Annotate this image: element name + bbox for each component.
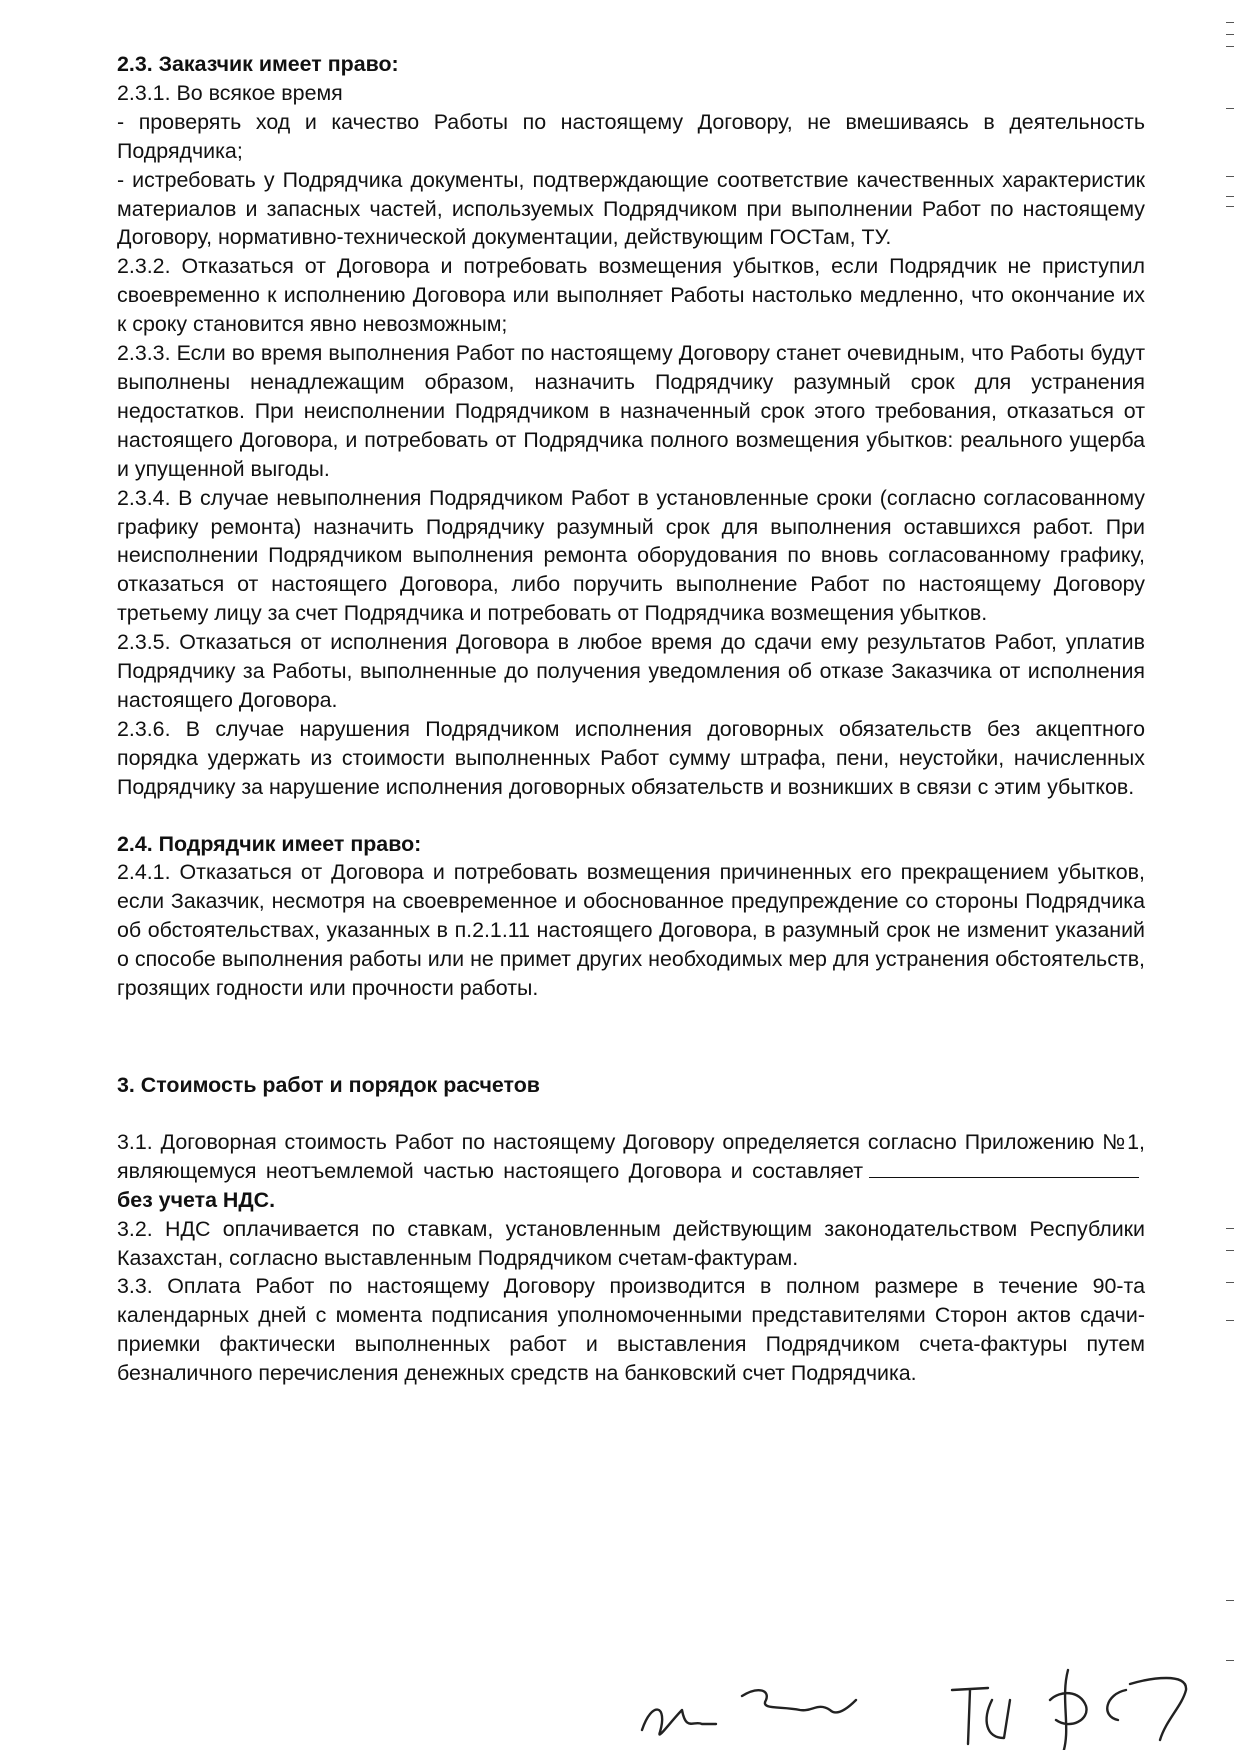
clause-3-1-text: 3.1. Договорная стоимость Работ по настоящему Договору определяется согласно Приложению №1, являющемуся неотъемлемой частью настоящего Договора и составляет (117, 1129, 1145, 1183)
clause-2-3-6: 2.3.6. В случае нарушения Подрядчиком исполнения договорных обязательств без акцептного порядка удержать из стоимости выполненных Работ сумму штрафа, пени, неустойки, начисленных Подрядчику за нарушение исполнения договорных обязательств и возникших в связи с этим убытков. (117, 716, 1145, 799)
clause-2-3-4: 2.3.4. В случае невыполнения Подрядчиком Работ в установленные сроки (согласно согласованному графику ремонта) назначить Подрядчику разумный срок для выполнения оставшихся работ. При неисполнении Подрядчиком выполнения ремонта оборудования по вновь согласованному графику, отказаться от настоящего Договора, либо поручить выполнение Работ по настоящему Договору третьему лицу за счет Подрядчика и потребовать от Подрядчика возмещения убытков. (117, 485, 1145, 626)
clause-2-3-5: 2.3.5. Отказаться от исполнения Договора в любое время до сдачи ему результатов Работ, уплатив Подрядчику за Работы, выполненные до получения уведомления об отказе Заказчика от исполнения настоящего Договора. (117, 630, 1145, 712)
price-blank-field[interactable] (869, 1159, 1139, 1178)
section-2-3-heading: 2.3. Заказчик имеет право: (117, 52, 399, 76)
clause-2-3-1-item-2: - истребовать у Подрядчика документы, подтверждающие соответствие качественных характеристик материалов и запасных частей, используемых Подрядчиком при выполнении Работ по настоящему Договору, нормативно-технической документации, действующим ГОСТам, ТУ. (117, 167, 1145, 250)
clause-3-2: 3.2. НДС оплачивается по ставкам, установленным действующим законодательством Республики Казахстан, согласно выставленным Подрядчиком счетам-фактурам. (117, 1216, 1145, 1270)
clause-2-3-1: 2.3.1. Во всякое время (117, 80, 343, 105)
clause-3-3: 3.3. Оплата Работ по настоящему Договору производится в полном размере в течение 90-та календарных дней с момента подписания уполномоченными представителями Сторон актов сдачи-приемки фактически выполненных работ и выставления Подрядчиком счета-фактуры путем безналичного перечисления денежных средств на банковский счет Подрядчика. (117, 1274, 1145, 1386)
clause-3-1-vat-note: без учета НДС. (117, 1187, 276, 1212)
clause-2-4-1: 2.4.1. Отказаться от Договора и потребовать возмещения причиненных его прекращением убытков, если Заказчик, несмотря на своевременное и обоснованное предупреждение со стороны Подрядчика об обстоятельствах, указанных в п.2.1.11 настоящего Договора, в разумный срок не изменит указаний о способе выполнения работы или не примет других необходимых мер для устранения обстоятельств, грозящих годности или прочности работы. (117, 860, 1145, 1001)
handwritten-signatures (0, 1560, 1240, 1750)
clause-2-3-1-item-1: - проверять ход и качество Работы по настоящему Договору, не вмешиваясь в деятельность Подрядчика; (117, 109, 1145, 163)
margin-scan-marks (1220, 0, 1240, 1754)
section-2-4-heading: 2.4. Подрядчик имеет право: (117, 831, 422, 856)
document-page (117, 50, 1145, 1388)
clause-2-3-3: 2.3.3. Если во время выполнения Работ по настоящему Договору станет очевидным, что Работы будут выполнены ненадлежащим образом, назначить Подрядчику разумный срок для устранения недостатков. При неисполнении Подрядчиком в назначенный срок этого требования, отказаться от настоящего Договора, и потребовать от Подрядчика полного возмещения убытков: реального ущерба и упущенной выгоды. (117, 341, 1145, 481)
section-3-title: 3. Стоимость работ и порядок расчетов (117, 1073, 540, 1097)
clause-2-3-2: 2.3.2. Отказаться от Договора и потребовать возмещения убытков, если Подрядчик не приступил своевременно к исполнению Договора или выполняет Работы настолько медленно, что окончание их к сроку становится явно невозможным; (117, 254, 1145, 337)
clause-3-1 (117, 1128, 1145, 1215)
